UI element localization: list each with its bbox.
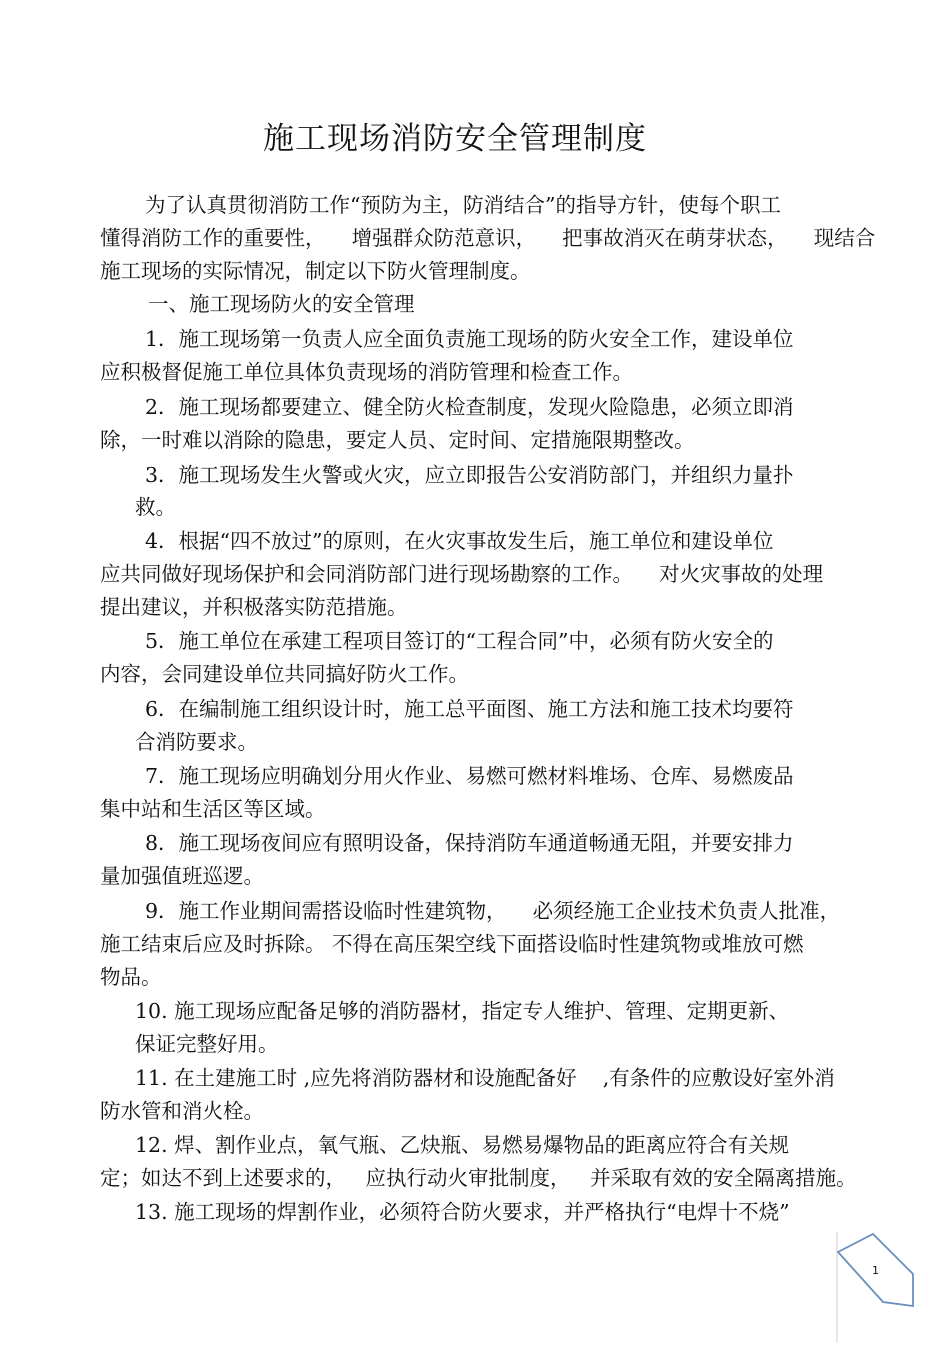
text-line: 施工现场的实际情况，制定以下防火管理制度。 (100, 259, 531, 283)
text-line: 提出建议，并积极落实防范措施。 (100, 595, 408, 619)
text-line: 9．施工作业期间需搭设临时性建筑物， 必须经施工企业技术负责人批准， (145, 899, 841, 923)
text-line: 施工结束后应及时拆除。 不得在高压架空线下面搭设临时性建筑物或堆放可燃 (100, 932, 804, 956)
text-line: 4．根据“四不放过”的原则，在火灾事故发生后，施工单位和建设单位 (145, 529, 774, 553)
text-line: 2．施工现场都要建立、健全防火检查制度，发现火险隐患，必须立即消 (145, 395, 794, 419)
text-line: 保证完整好用。 (135, 1032, 279, 1056)
text-line: 内容，会同建设单位共同搞好防火工作。 (100, 662, 469, 686)
text-line: 1．施工现场第一负责人应全面负责施工现场的防火安全工作，建设单位 (145, 327, 794, 351)
text-line: 为了认真贯彻消防工作“预防为主，防消结合”的指导方针，使每个职工 (145, 193, 781, 217)
text-line: 懂得消防工作的重要性， 增强群众防范意识， 把事故消灭在萌芽状态， 现结合 (100, 226, 876, 250)
text-line: 应积极督促施工单位具体负责现场的消防管理和检查工作。 (100, 360, 633, 384)
text-line: 应共同做好现场保护和会同消防部门进行现场勘察的工作。 对火灾事故的处理 (100, 562, 824, 586)
section-heading: 一、施工现场防火的安全管理 (148, 292, 415, 316)
text-line: 5．施工单位在承建工程项目签订的“工程合同”中，必须有防火安全的 (145, 629, 774, 653)
text-line: 集中站和生活区等区域。 (100, 797, 326, 821)
page-title: 施工现场消防安全管理制度 (263, 121, 647, 157)
text-line: 防水管和消火栓。 (100, 1099, 264, 1123)
text-line: 6．在编制施工组织设计时，施工总平面图、施工方法和施工技术均要符 (145, 697, 794, 721)
text-line: 12. 焊、割作业点，氧气瓶、乙炔瓶、易燃易爆物品的距离应符合有关规 (135, 1133, 790, 1157)
text-line: 物品。 (100, 965, 162, 989)
text-line: 8．施工现场夜间应有照明设备，保持消防车通道畅通无阻，并要安排力 (145, 831, 794, 855)
text-line: 10. 施工现场应配备足够的消防器材，指定专人维护、管理、定期更新、 (135, 999, 790, 1023)
text-line: 量加强值班巡逻。 (100, 864, 264, 888)
text-line: 定；如达不到上述要求的， 应执行动火审批制度， 并采取有效的安全隔离措施。 (100, 1166, 857, 1190)
page-corner-arrow-icon (836, 1230, 950, 1345)
text-line: 11. 在土建施工时 ,应先将消防器材和设施配备好 ,有条件的应敷设好室外消 (135, 1066, 835, 1090)
text-line: 7．施工现场应明确划分用火作业、易燃可燃材料堆场、仓库、易燃废品 (145, 764, 794, 788)
page-number: 1 (872, 1264, 879, 1277)
text-line: 合消防要求。 (135, 730, 258, 754)
text-line: 除，一时难以消除的隐患，要定人员、定时间、定措施限期整改。 (100, 428, 695, 452)
text-line: 13. 施工现场的焊割作业，必须符合防火要求，并严格执行“电焊十不烧” (135, 1200, 790, 1224)
text-line: 救。 (135, 495, 176, 519)
text-line: 3．施工现场发生火警或火灾，应立即报告公安消防部门，并组织力量扑 (145, 463, 794, 487)
